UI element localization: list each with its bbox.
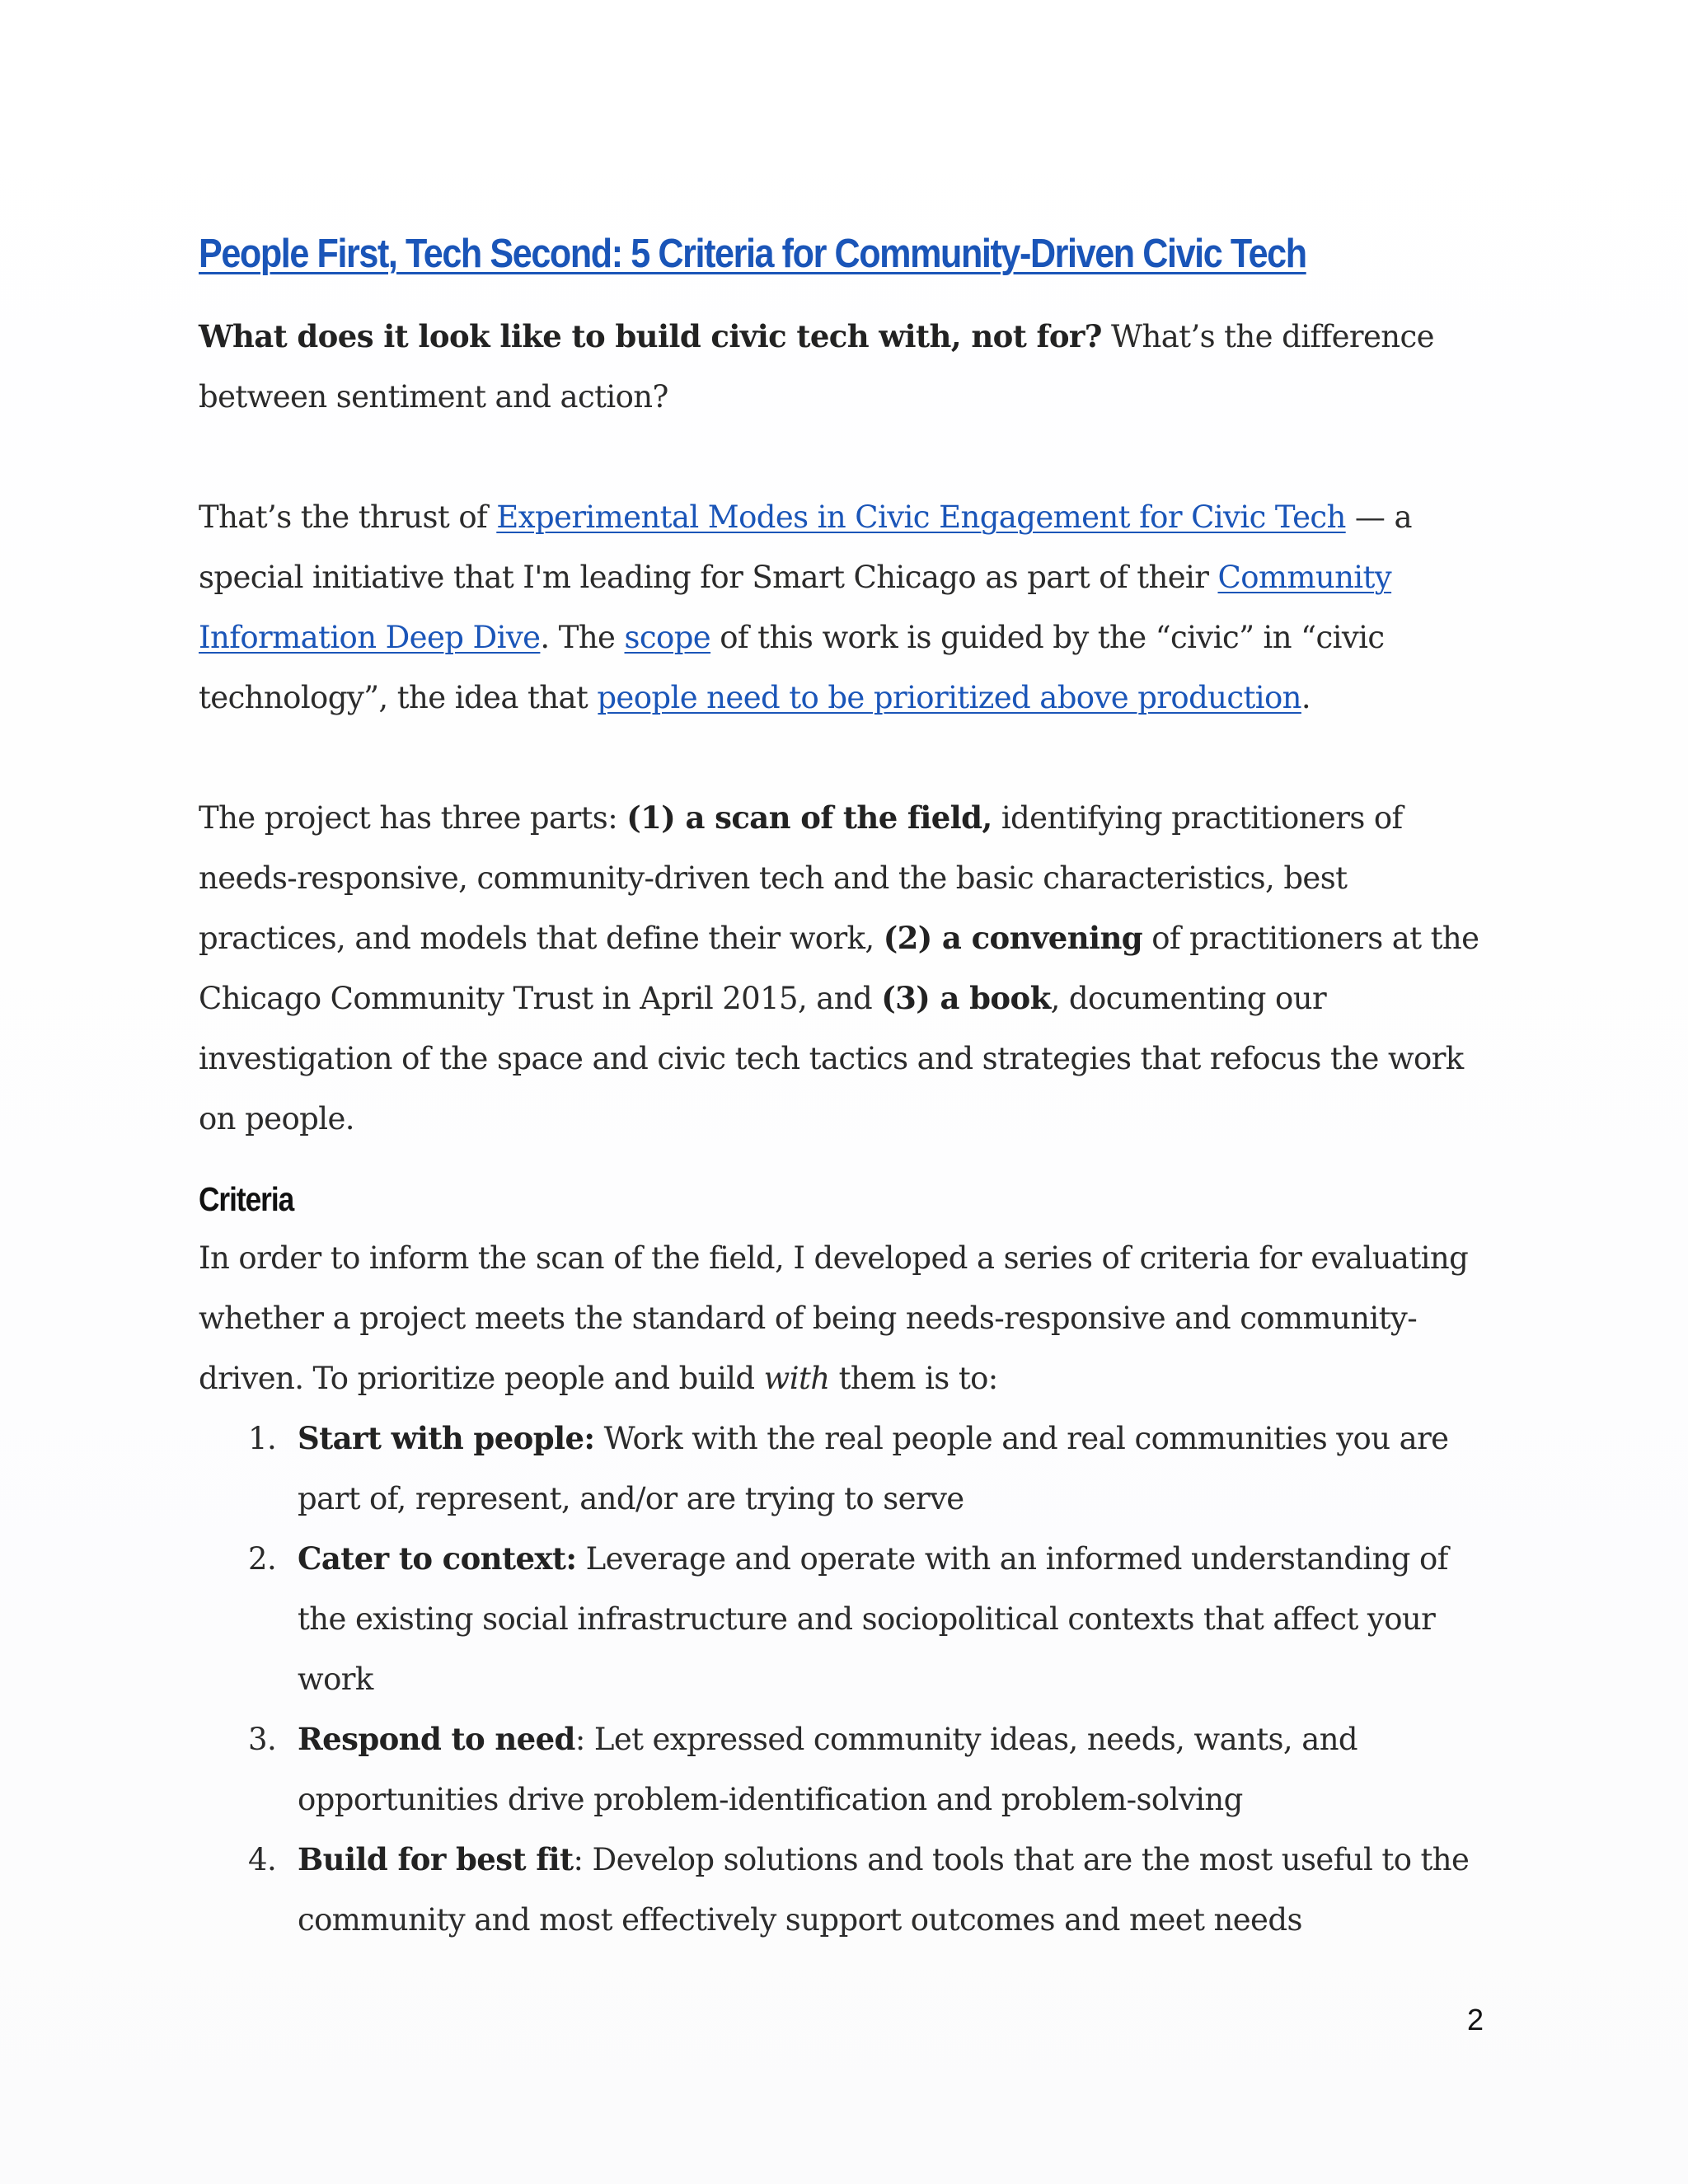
- list-item: [199, 1408, 1493, 1529]
- criteria-list: [199, 1408, 1493, 1950]
- thrust-text-1: That’s the thrust of: [199, 499, 497, 535]
- parts-text-4: , documenting our investigation of the space and civic tech tactics and strategies that refocus the work on people.: [199, 981, 1464, 1137]
- thrust-text-4: of this work is guided by the “civic” in “civic technology”, the idea that: [199, 620, 1385, 715]
- scope-link[interactable]: scope: [624, 620, 711, 655]
- list-item: [199, 1830, 1493, 1950]
- list-item: [199, 1529, 1493, 1709]
- part-2-label: (2) a convening: [883, 920, 1143, 956]
- page-title-text[interactable]: People First, Tech Second: 5 Criteria for Community-Driven Civic Tech: [199, 232, 1306, 276]
- list-item-text: : Let expressed community ideas, needs, wants, and opportunities drive problem-identification and problem-solving: [298, 1722, 1358, 1817]
- experimental-modes-link[interactable]: Experimental Modes in Civic Engagement for Civic Tech: [496, 499, 1346, 535]
- part-1-label: (1) a scan of the field,: [626, 799, 992, 836]
- list-item-text: Work with the real people and real communities you are part of, represent, and/or are trying to serve: [298, 1421, 1449, 1516]
- list-item-title: Respond to need: [298, 1721, 575, 1757]
- criteria-intro-emphasis: with: [763, 1361, 830, 1396]
- criteria-intro: [199, 1228, 1493, 1408]
- parts-text-2: identifying practitioners of needs-responsive, community-driven tech and the basic characteristics, best practices, and models that define their work,: [199, 800, 1403, 956]
- parts-text-1: The project has three parts:: [199, 800, 627, 836]
- list-item-text: : Develop solutions and tools that are the most useful to the community and most effectively support outcomes and meet needs: [298, 1842, 1470, 1938]
- document-content: [199, 221, 1493, 1950]
- community-deep-dive-link[interactable]: Community Information Deep Dive: [199, 560, 1392, 655]
- intro-paragraph: [199, 307, 1493, 427]
- thrust-text-3: . The: [540, 620, 625, 655]
- criteria-intro-text-2: them is to:: [829, 1361, 998, 1396]
- list-item-text: Leverage and operate with an informed understanding of the existing social infrastructure and sociopolitical contexts that affect your work: [298, 1541, 1448, 1697]
- criteria-heading: Criteria: [199, 1180, 294, 1218]
- thrust-text-5: .: [1301, 680, 1311, 715]
- list-item-number: 4.: [248, 1842, 277, 1877]
- list-item-number: 3.: [248, 1722, 277, 1757]
- people-prioritized-link[interactable]: people need to be prioritized above production: [597, 680, 1301, 715]
- parts-text-3: of practitioners at the Chicago Community Trust in April 2015, and: [199, 921, 1479, 1016]
- list-item-title: Cater to context:: [298, 1540, 577, 1577]
- list-item-title: Build for best fit: [298, 1841, 574, 1877]
- intro-question: What does it look like to build civic tech with, not for?: [199, 318, 1102, 354]
- intro-rest: What’s the difference between sentiment and action?: [199, 319, 1434, 415]
- project-parts-paragraph: [199, 788, 1493, 1149]
- list-item: [199, 1709, 1493, 1830]
- list-item-number: 1.: [248, 1421, 277, 1456]
- thrust-text-2: — a special initiative that I'm leading for Smart Chicago as part of their: [199, 499, 1412, 595]
- list-item-number: 2.: [248, 1541, 277, 1577]
- page-number: 2: [1467, 2003, 1484, 2036]
- page-title[interactable]: [199, 221, 1338, 287]
- thrust-paragraph: [199, 487, 1493, 728]
- criteria-intro-text-1: In order to inform the scan of the field, I developed a series of criteria for evaluating whether a project meets the standard of being needs-responsive and community-driven. To prioritize people and build: [199, 1240, 1469, 1396]
- part-3-label: (3) a book: [881, 980, 1051, 1016]
- list-item-title: Start with people:: [298, 1420, 595, 1456]
